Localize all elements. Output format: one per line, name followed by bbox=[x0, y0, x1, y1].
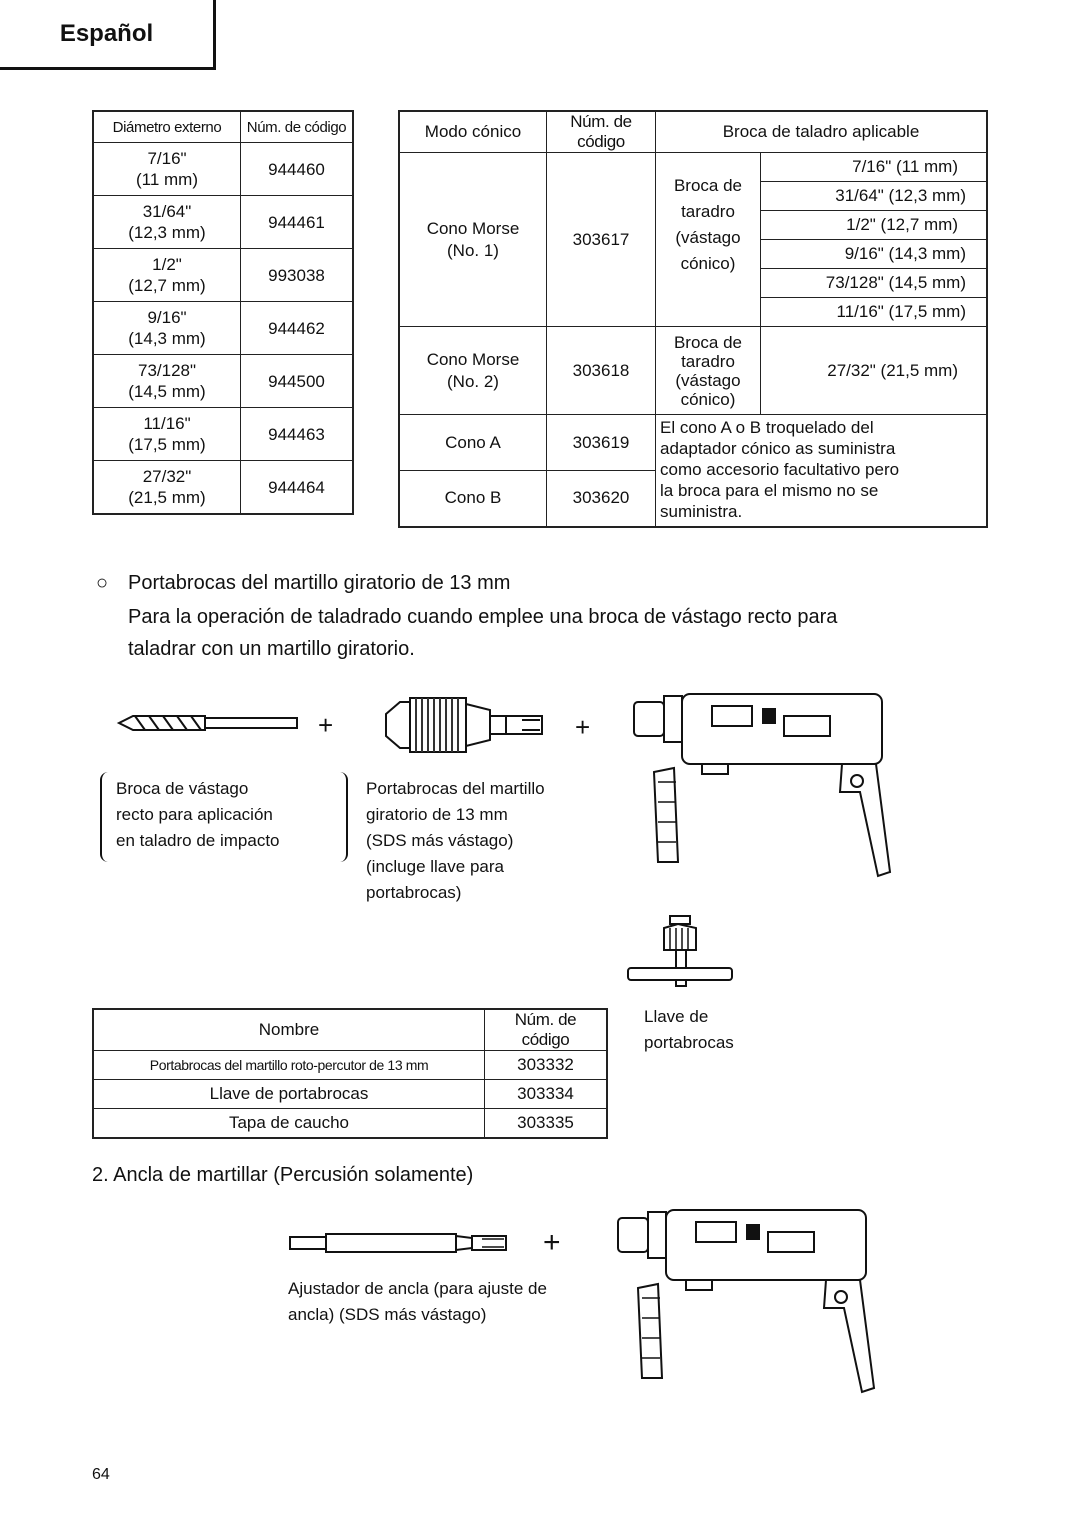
size-cell: 9/16" (14,3 mm) bbox=[761, 240, 988, 269]
size-mm: (12,3 mm) bbox=[128, 223, 206, 242]
size-in: 31/64" bbox=[142, 202, 192, 221]
caption-bracket bbox=[100, 772, 110, 862]
note-line: suministra. bbox=[660, 502, 743, 521]
caption-line: Ajustador de ancla (para ajuste de bbox=[288, 1279, 547, 1298]
mode-cell: Cono A bbox=[399, 415, 547, 471]
diameter-cell bbox=[93, 249, 241, 302]
caption-bracket bbox=[338, 772, 348, 862]
bit-type-line: (vástago bbox=[675, 227, 741, 247]
anchor-adjuster-caption bbox=[288, 1276, 547, 1328]
size-mm: (14,3 mm) bbox=[128, 329, 206, 348]
mode-line: Cono Morse bbox=[426, 349, 520, 369]
bit-type-line: Broca de bbox=[673, 175, 743, 195]
size-mm: (14,5 mm) bbox=[128, 382, 206, 401]
section1-desc-line2: taladrar con un martillo giratorio. bbox=[128, 638, 415, 660]
page-number: 64 bbox=[92, 1466, 110, 1483]
section1-desc-line1: Para la operación de taladrado cuando emplee una broca de vástago recto para bbox=[128, 606, 838, 628]
size-in: 11/16" bbox=[143, 414, 191, 433]
mode-cell bbox=[399, 153, 547, 327]
outer-diameter-table bbox=[92, 110, 354, 515]
table-row bbox=[93, 355, 353, 408]
size-in: 73/128" bbox=[137, 361, 197, 380]
caption-line: en taladro de impacto bbox=[116, 831, 280, 850]
caption-line: Llave de bbox=[644, 1007, 709, 1026]
caption-line: recto para aplicación bbox=[116, 805, 273, 824]
note-line: El cono A o B troquelado del bbox=[660, 418, 874, 437]
col-header-bit: Broca de taladro aplicable bbox=[656, 111, 988, 153]
mode-line: Cono Morse bbox=[426, 218, 520, 238]
drill-bit-caption bbox=[116, 776, 280, 854]
plus-sign: + bbox=[543, 1226, 561, 1259]
caption-line: Broca de vástago bbox=[116, 779, 249, 798]
size-mm: (17,5 mm) bbox=[128, 435, 206, 454]
taper-mode-table bbox=[398, 110, 988, 528]
note-line: como accesorio facultativo pero bbox=[660, 460, 900, 479]
diameter-cell bbox=[93, 302, 241, 355]
part-name-cell: Llave de portabrocas bbox=[93, 1080, 485, 1109]
code-cell: 303617 bbox=[547, 153, 656, 327]
table-row bbox=[93, 1109, 607, 1139]
col-header-mode: Modo cónico bbox=[399, 111, 547, 153]
diameter-cell bbox=[93, 408, 241, 461]
section2-title: 2. Ancla de martillar (Percusión solamente) bbox=[92, 1164, 474, 1186]
caption-line: portabrocas bbox=[644, 1033, 734, 1052]
code-cell: 993038 bbox=[241, 249, 354, 302]
size-mm: (21,5 mm) bbox=[128, 488, 206, 507]
drill-bit-icon bbox=[115, 706, 305, 740]
col-header-code: Núm. de código bbox=[485, 1009, 608, 1051]
code-cell: 944462 bbox=[241, 302, 354, 355]
mode-cell bbox=[399, 327, 547, 415]
parts-table bbox=[92, 1008, 608, 1139]
language-tab: Español bbox=[0, 0, 216, 70]
size-cell: 11/16" (17,5 mm) bbox=[761, 298, 988, 327]
col-header-diameter: Diámetro externo bbox=[93, 111, 241, 143]
code-cell: 303334 bbox=[485, 1080, 608, 1109]
bit-type-line: Broca de bbox=[673, 332, 743, 352]
table-row bbox=[399, 327, 987, 415]
size-in: 7/16" bbox=[147, 149, 187, 168]
code-cell: 303619 bbox=[547, 415, 656, 471]
caption-line: portabrocas) bbox=[366, 883, 462, 902]
plus-sign: + bbox=[575, 712, 591, 742]
chuck-caption bbox=[366, 776, 545, 906]
size-mm: (11 mm) bbox=[135, 170, 198, 189]
diameter-cell bbox=[93, 196, 241, 249]
table-row bbox=[93, 408, 353, 461]
bit-type-line: cónico) bbox=[680, 253, 736, 273]
code-cell: 944461 bbox=[241, 196, 354, 249]
code-cell: 944460 bbox=[241, 143, 354, 196]
anchor-adjuster-icon bbox=[286, 1230, 512, 1258]
section1-title: Portabrocas del martillo giratorio de 13 mm bbox=[128, 572, 511, 594]
table-row bbox=[93, 196, 353, 249]
table-row bbox=[93, 302, 353, 355]
note-line: adaptador cónico as suministra bbox=[660, 439, 896, 458]
size-cell: 7/16" (11 mm) bbox=[761, 153, 988, 182]
bit-type-cell bbox=[656, 153, 761, 327]
bit-type-line: (vástago bbox=[675, 370, 741, 390]
size-in: 9/16" bbox=[147, 308, 187, 327]
diameter-cell bbox=[93, 355, 241, 408]
caption-line: giratorio de 13 mm bbox=[366, 805, 508, 824]
table-row bbox=[93, 1051, 607, 1080]
code-cell: 303618 bbox=[547, 327, 656, 415]
table-row bbox=[399, 415, 987, 471]
diameter-cell bbox=[93, 143, 241, 196]
mode-line: (No. 2) bbox=[447, 371, 499, 391]
size-mm: (12,7 mm) bbox=[128, 276, 206, 295]
bullet-icon: ○ bbox=[96, 572, 109, 594]
bit-type-line: taradro bbox=[681, 351, 735, 371]
bit-type-cell bbox=[656, 327, 761, 415]
code-cell: 944464 bbox=[241, 461, 354, 515]
table-row bbox=[399, 153, 987, 182]
chuck-icon bbox=[380, 694, 548, 756]
col-header-name: Nombre bbox=[93, 1009, 485, 1051]
mode-cell: Cono B bbox=[399, 471, 547, 527]
plus-sign: + bbox=[318, 710, 334, 740]
rotary-hammer-icon bbox=[628, 692, 894, 894]
bit-type-line: cónico) bbox=[680, 389, 736, 409]
size-in: 27/32" bbox=[142, 467, 192, 486]
rotary-hammer-icon bbox=[612, 1208, 878, 1410]
code-cell: 303620 bbox=[547, 471, 656, 527]
col-header-code: Núm. de código bbox=[241, 111, 354, 143]
diameter-cell bbox=[93, 461, 241, 515]
part-name-cell: Portabrocas del martillo roto-percutor de 13 mm bbox=[93, 1051, 485, 1080]
note-line: la broca para el mismo no se bbox=[660, 481, 879, 500]
mode-line: (No. 1) bbox=[447, 240, 499, 260]
bit-type-line: taradro bbox=[681, 201, 735, 221]
caption-line: (SDS más vástago) bbox=[366, 831, 514, 850]
code-cell: 944463 bbox=[241, 408, 354, 461]
size-cell: 31/64" (12,3 mm) bbox=[761, 182, 988, 211]
table-row bbox=[93, 1080, 607, 1109]
caption-line: ancla) (SDS más vástago) bbox=[288, 1305, 487, 1324]
table-row bbox=[93, 249, 353, 302]
table-row bbox=[93, 461, 353, 515]
size-in: 1/2" bbox=[152, 255, 182, 274]
size-cell: 27/32" (21,5 mm) bbox=[761, 327, 988, 415]
size-cell: 1/2" (12,7 mm) bbox=[761, 211, 988, 240]
caption-line: (incluge llave para bbox=[366, 857, 504, 876]
table-row bbox=[93, 143, 353, 196]
chuck-key-icon bbox=[624, 910, 736, 990]
code-cell: 944500 bbox=[241, 355, 354, 408]
col-header-code: Núm. de código bbox=[547, 111, 656, 153]
size-cell: 73/128" (14,5 mm) bbox=[761, 269, 988, 298]
code-cell: 303332 bbox=[485, 1051, 608, 1080]
part-name-cell: Tapa de caucho bbox=[93, 1109, 485, 1139]
note-cell bbox=[656, 415, 988, 527]
chuck-key-caption bbox=[644, 1004, 734, 1056]
code-cell: 303335 bbox=[485, 1109, 608, 1139]
caption-line: Portabrocas del martillo bbox=[366, 779, 545, 798]
